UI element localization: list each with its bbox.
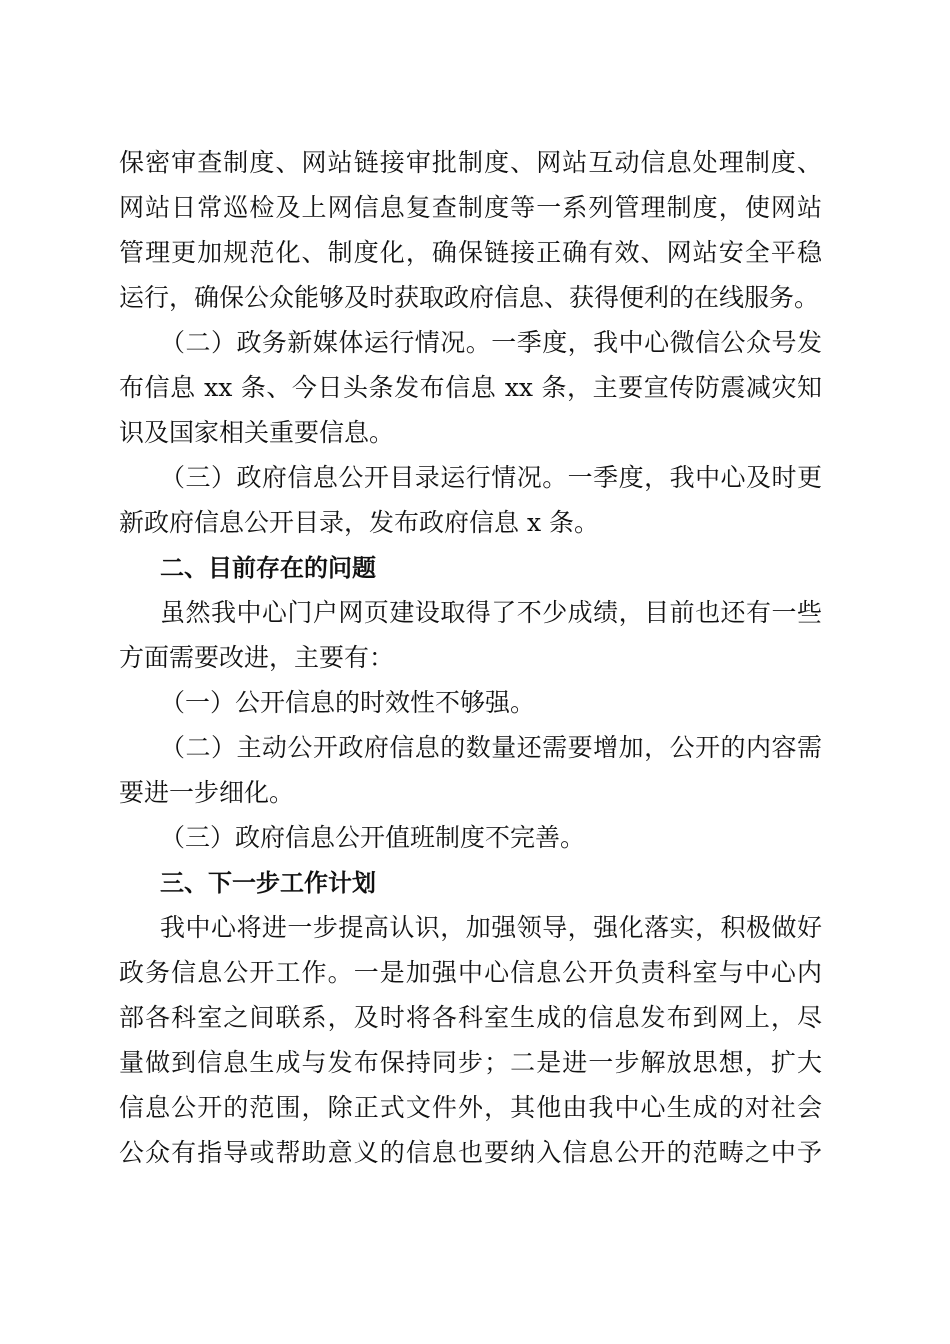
paragraph-line: （三）政府信息公开值班制度不完善。 [160, 823, 586, 852]
section-heading: 二、目前存在的问题 [160, 554, 376, 582]
paragraph-line: 要进一步细化。 [119, 778, 295, 807]
paragraph-line: （一）公开信息的时效性不够强。 [160, 688, 536, 717]
paragraph-line: 部各科室之间联系，及时将各科室生成的信息发布到网上，尽 [119, 1003, 822, 1032]
paragraph-line: （二）政务新媒体运行情况。一季度，我中心微信公众号发 [160, 328, 822, 357]
paragraph-line: （二）主动公开政府信息的数量还需要增加，公开的内容需 [160, 733, 822, 762]
paragraph-line: 方面需要改进，主要有： [119, 643, 395, 672]
paragraph-line: 网站日常巡检及上网信息复查制度等一系列管理制度，使网站 [119, 193, 822, 222]
section-heading: 三、下一步工作计划 [160, 869, 376, 897]
paragraph-line: 虽然我中心门户网页建设取得了不少成绩，目前也还有一些 [160, 598, 822, 627]
paragraph-line: 公众有指导或帮助意义的信息也要纳入信息公开的范畴之中予 [119, 1138, 822, 1167]
paragraph-line: 识及国家相关重要信息。 [119, 418, 395, 447]
paragraph-line: 管理更加规范化、制度化，确保链接正确有效、网站安全平稳 [119, 238, 822, 267]
paragraph-line: 布信息 xx 条、今日头条发布信息 xx 条，主要宣传防震减灾知 [119, 373, 822, 402]
paragraph-line: 保密审查制度、网站链接审批制度、网站互动信息处理制度、 [119, 148, 822, 177]
paragraph-line: 我中心将进一步提高认识，加强领导，强化落实，积极做好 [160, 913, 822, 942]
paragraph-line: 运行，确保公众能够及时获取政府信息、获得便利的在线服务。 [119, 283, 820, 312]
paragraph-line: 新政府信息公开目录，发布政府信息 x 条。 [119, 508, 599, 537]
paragraph-line: 量做到信息生成与发布保持同步；二是进一步解放思想，扩大 [119, 1048, 822, 1077]
paragraph-line: （三）政府信息公开目录运行情况。一季度，我中心及时更 [160, 463, 822, 492]
paragraph-line: 信息公开的范围，除正式文件外，其他由我中心生成的对社会 [119, 1093, 822, 1122]
paragraph-line: 政务信息公开工作。一是加强中心信息公开负责科室与中心内 [119, 958, 822, 987]
